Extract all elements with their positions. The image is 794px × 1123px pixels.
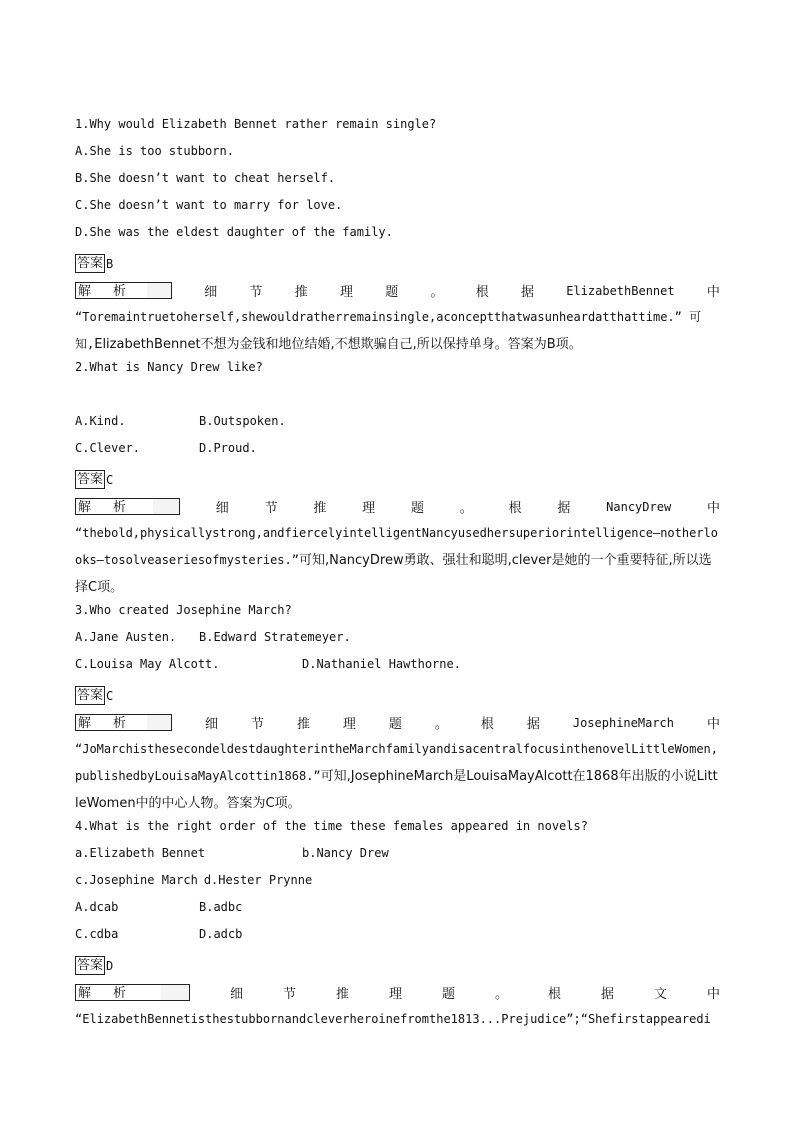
analysis-word: 根 xyxy=(480,717,494,732)
analysis-label: 解析 xyxy=(75,282,172,299)
q4-items-row-1 xyxy=(75,844,720,871)
q3-option-b: B.Edward Stratemeyer. xyxy=(199,630,351,644)
q3-analysis-header xyxy=(75,709,720,736)
q4-item-a: a.Elizabeth Bennet xyxy=(75,846,206,860)
q1-option-c: C.She doesn’t want to marry for love. xyxy=(75,198,343,212)
analysis-word: 推 xyxy=(313,501,327,516)
analysis-word: 文 xyxy=(653,987,667,1002)
analysis-word: 据 xyxy=(557,501,571,516)
question-2: 2.What is Nancy Drew like? xyxy=(75,360,263,374)
analysis-word: 题 xyxy=(385,285,399,300)
document-page xyxy=(75,115,720,1033)
analysis-word: 据 xyxy=(520,285,534,300)
analysis-word: 据 xyxy=(526,717,540,732)
q3-option-d: D.Nathaniel Hawthorne. xyxy=(302,657,461,671)
analysis-word: 。 xyxy=(494,987,508,1002)
analysis-word: 中 xyxy=(706,285,720,300)
analysis-label: 解析 xyxy=(75,714,172,731)
analysis-quote: “ElizabethBennetisthestubbornandcleverheroinefromthe1813...Prejudice”;“Shefirstappearedi xyxy=(75,1012,711,1026)
analysis-label: 解析 xyxy=(75,498,180,515)
q4-option-a: A.dcab xyxy=(75,900,119,914)
q2-options-row-1 xyxy=(75,412,720,439)
q2-analysis-header xyxy=(75,493,720,520)
q3-options-row-1 xyxy=(75,628,720,655)
q1-option-d: D.She was the eldest daughter of the family. xyxy=(75,225,393,239)
question-3: 3.Who created Josephine March? xyxy=(75,603,292,617)
analysis-word: 理 xyxy=(342,717,356,732)
analysis-word: 。 xyxy=(459,501,473,516)
q3-option-a: A.Jane Austen. xyxy=(75,630,177,644)
q2-option-b: B.Outspoken. xyxy=(199,414,286,428)
analysis-word: 细 xyxy=(204,717,218,732)
analysis-word: 。 xyxy=(430,285,444,300)
answer-label: 答案 xyxy=(77,472,104,487)
analysis-word: 题 xyxy=(441,987,455,1002)
answer-value: C xyxy=(106,472,114,487)
q1-answer xyxy=(75,250,720,277)
analysis-word: 据 xyxy=(600,987,614,1002)
q2-option-d: D.Proud. xyxy=(199,441,257,455)
q3-analysis-text xyxy=(75,736,720,817)
analysis-word: 根 xyxy=(508,501,522,516)
q2-analysis-text xyxy=(75,520,720,601)
analysis-conclusion: 可知,JosephineMarch是LouisaMayAlcott在1868年出版的小说LittleWomen中的中心人物。答案为C项。 xyxy=(75,769,718,811)
answer-value: B xyxy=(106,256,114,271)
analysis-word: ElizabethBennet xyxy=(566,283,675,298)
analysis-word: JosephineMarch xyxy=(572,715,674,730)
q2-answer xyxy=(75,466,720,493)
analysis-word: 题 xyxy=(388,717,402,732)
analysis-word: 推 xyxy=(294,285,308,300)
q4-analysis-text xyxy=(75,1006,720,1033)
q2-option-a: A.Kind. xyxy=(75,414,126,428)
analysis-word: 根 xyxy=(547,987,561,1002)
analysis-word: 细 xyxy=(204,285,218,300)
analysis-word: 根 xyxy=(475,285,489,300)
analysis-word: 节 xyxy=(282,987,296,1002)
analysis-word: 细 xyxy=(229,987,243,1002)
analysis-word: 节 xyxy=(264,501,278,516)
q3-options-row-2 xyxy=(75,655,720,682)
q4-analysis-header xyxy=(75,979,720,1006)
analysis-word: 节 xyxy=(249,285,263,300)
q4-item-b: b.Nancy Drew xyxy=(302,846,389,860)
analysis-word: 。 xyxy=(434,717,448,732)
question-4: 4.What is the right order of the time these females appeared in novels? xyxy=(75,819,588,833)
q1-analysis-text xyxy=(75,304,720,358)
analysis-label: 解析 xyxy=(75,984,190,1001)
analysis-word: 理 xyxy=(362,501,376,516)
analysis-word: 推 xyxy=(335,987,349,1002)
analysis-word: NancyDrew xyxy=(606,499,672,514)
analysis-word: 中 xyxy=(706,501,720,516)
analysis-conclusion: ElizabethBennet不想为金钱和地位结婚,不想欺骗自己,所以保持单身。答案为B项。 xyxy=(94,337,582,352)
q3-option-c: C.Louisa May Alcott. xyxy=(75,657,220,671)
q4-options-row-2 xyxy=(75,925,720,952)
answer-label: 答案 xyxy=(77,688,104,703)
q2-option-c: C.Clever. xyxy=(75,441,141,455)
analysis-word: 推 xyxy=(296,717,310,732)
answer-value: C xyxy=(106,688,114,703)
answer-label: 答案 xyxy=(77,256,104,271)
q4-item-d: d.Hester Prynne xyxy=(203,873,313,887)
q4-option-b: B.adbc xyxy=(199,900,243,914)
q4-options-row-1 xyxy=(75,898,720,925)
q3-answer xyxy=(75,682,720,709)
q4-answer xyxy=(75,952,720,979)
analysis-word: 理 xyxy=(388,987,402,1002)
analysis-word: 中 xyxy=(706,717,720,732)
analysis-quote: “thebold,physicallystrong,andfiercelyintelligentNancyusedhersuperiorintelligence—notherlooks—tosolveaseriesofmysteries.” xyxy=(75,526,718,567)
analysis-conclusion: 可知,NancyDrew勇敢、强壮和聪明,clever是她的一个重要特征,所以选择C项。 xyxy=(75,553,712,595)
question-1: 1.Why would Elizabeth Bennet rather remain single? xyxy=(75,117,437,131)
q1-option-a: A.She is too stubborn. xyxy=(75,144,234,158)
analysis-quote: “JoMarchisthesecondeldestdaughterintheMarchfamilyandisacentralfocusinthenovelLittleWomen,publishedbyLouisaMayAlcottin1868.” xyxy=(75,742,718,783)
analysis-word: 中 xyxy=(706,987,720,1002)
answer-label: 答案 xyxy=(77,958,104,973)
q1-analysis-header xyxy=(75,277,720,304)
q2-options-row-2 xyxy=(75,439,720,466)
analysis-word: 节 xyxy=(250,717,264,732)
q4-option-c: C.cdba xyxy=(75,927,119,941)
answer-value: D xyxy=(106,958,114,973)
q4-items-row-2 xyxy=(75,871,720,898)
analysis-quote: “Toremaintruetoherself,shewouldratherremainsingle,aconceptthatwasunheardatthattime.” 可知, xyxy=(75,310,702,351)
analysis-word: 理 xyxy=(339,285,353,300)
q4-option-d: D.adcb xyxy=(199,927,243,941)
analysis-word: 细 xyxy=(215,501,229,516)
q4-item-c: c.Josephine March xyxy=(75,873,198,887)
analysis-word: 题 xyxy=(410,501,424,516)
q1-option-b: B.She doesn’t want to cheat herself. xyxy=(75,171,336,185)
